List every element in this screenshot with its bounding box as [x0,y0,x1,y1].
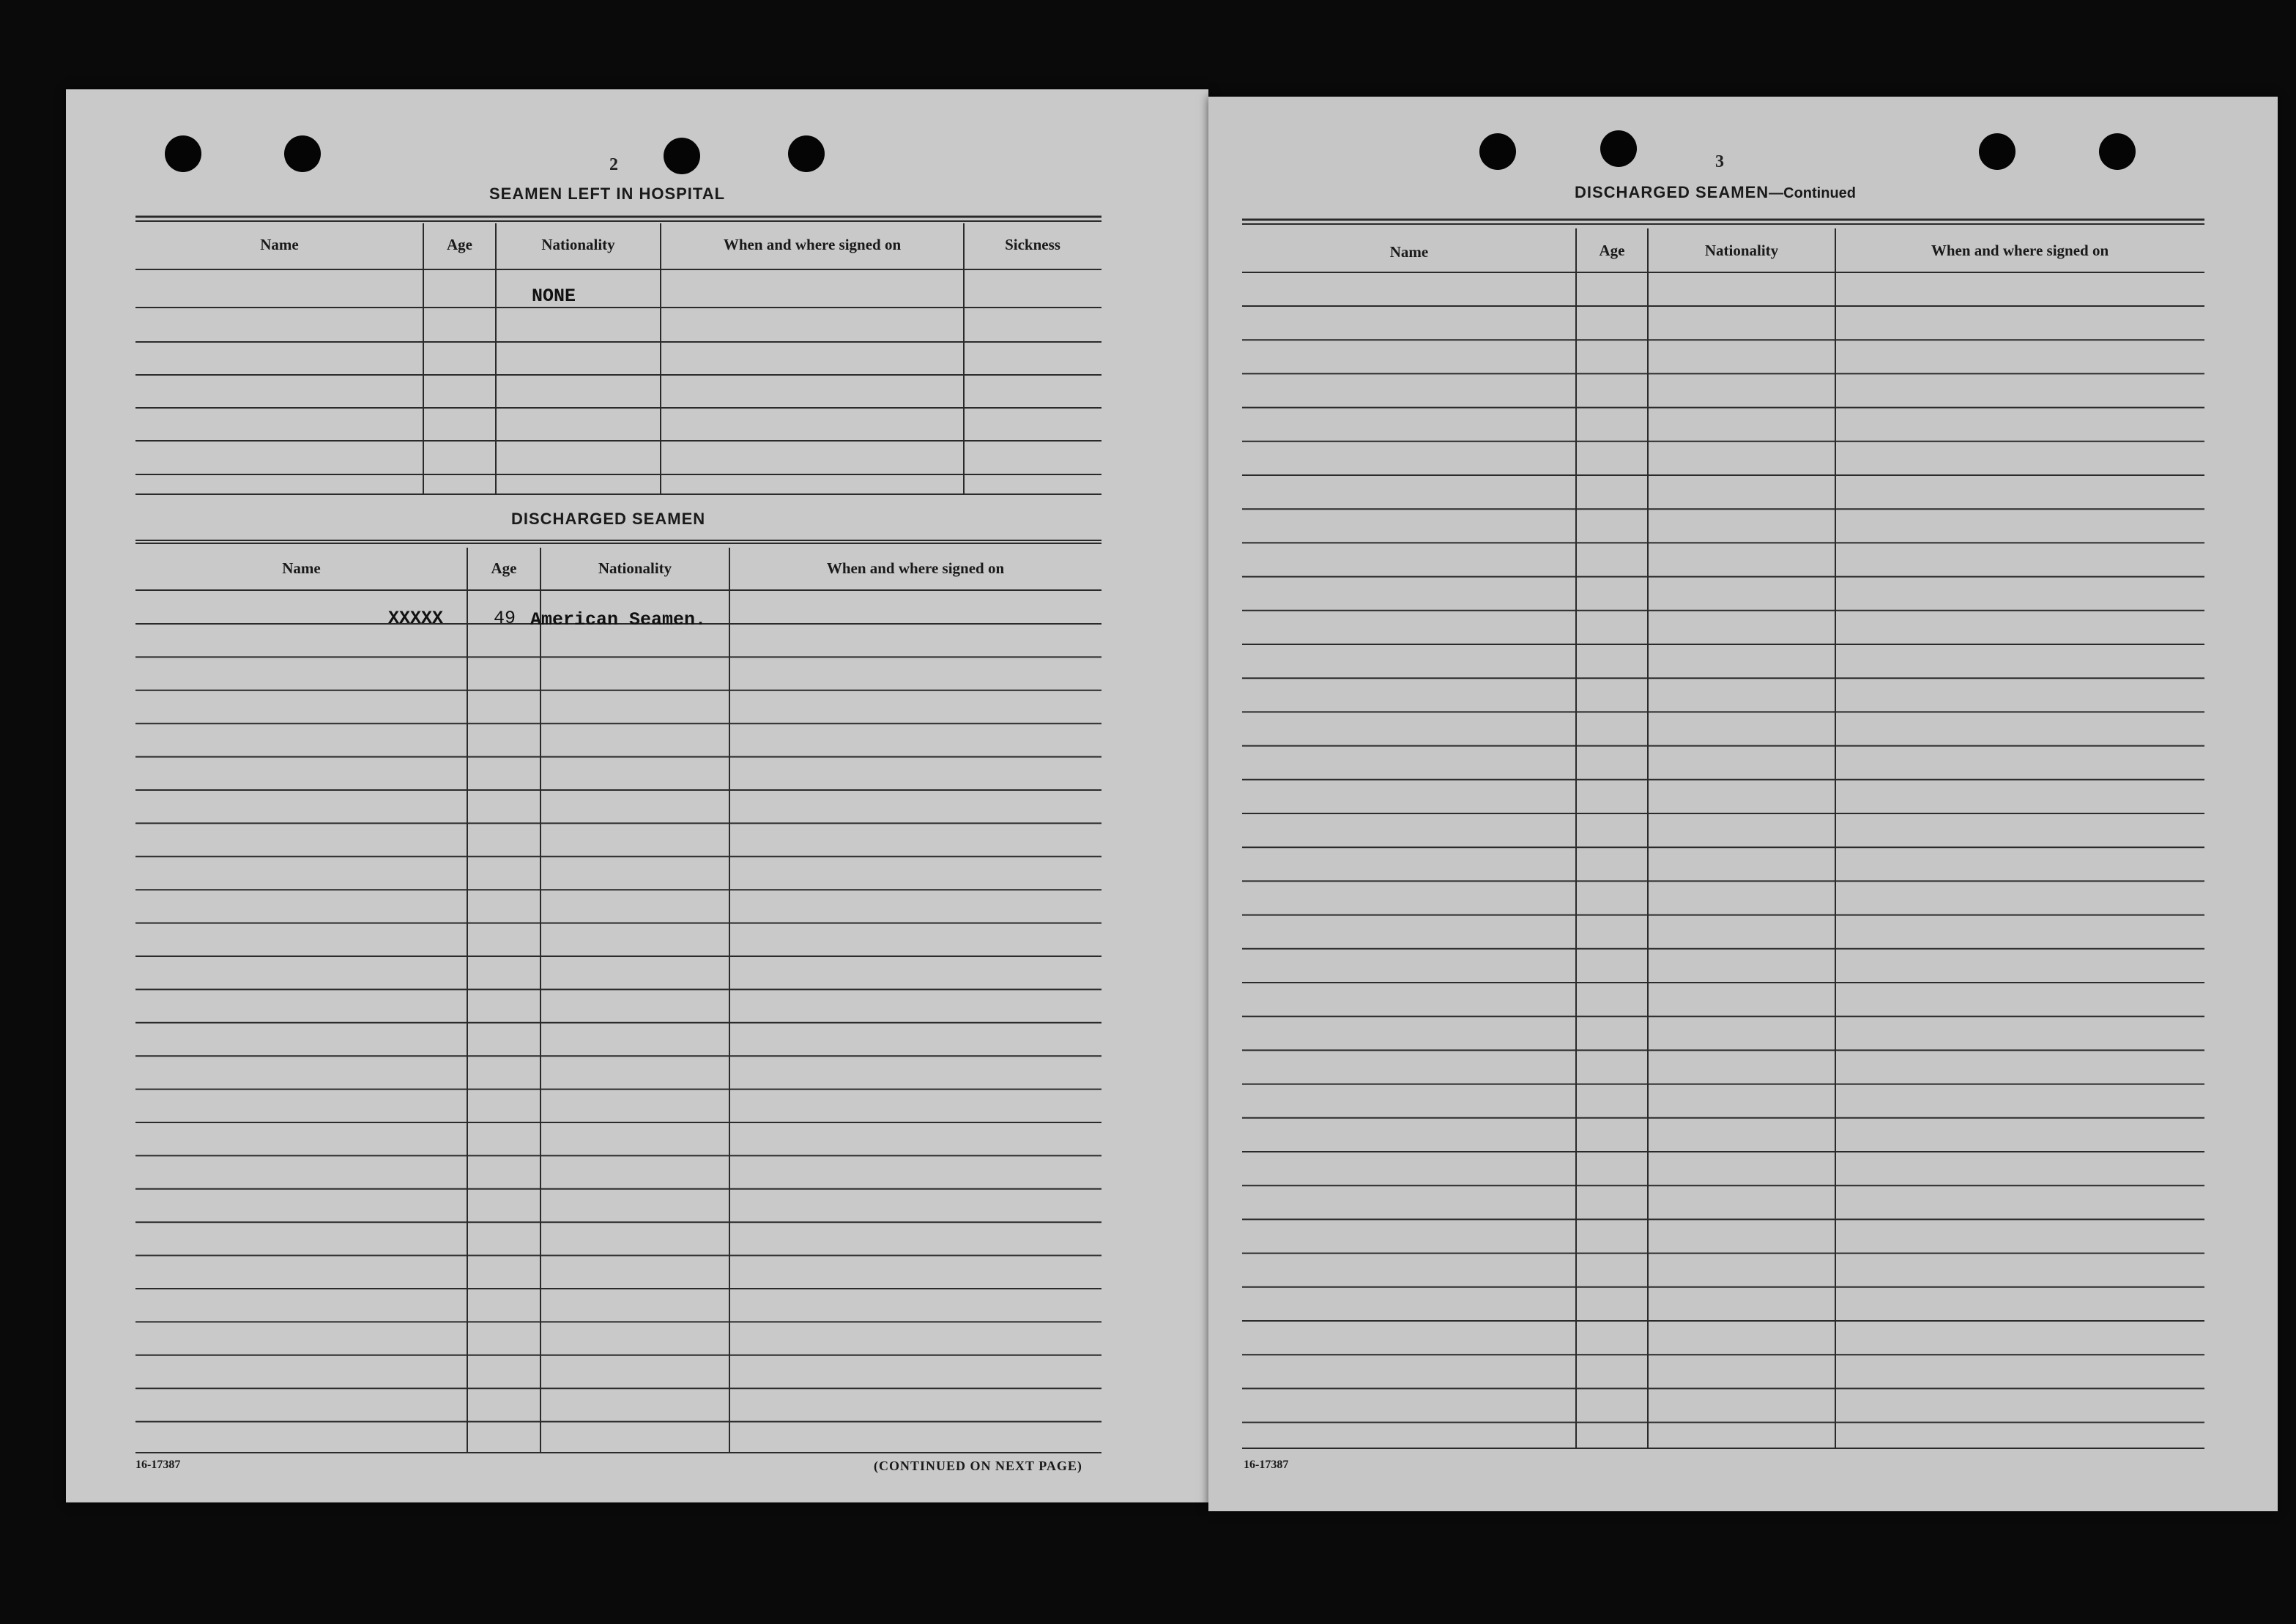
discharged-section-title: DISCHARGED SEAMEN [511,510,706,528]
hospital-col-sickness: Sickness [1005,236,1060,253]
form-number: 16-17387 [135,1459,181,1471]
discharged-entry-name: XXXXX [388,608,444,629]
col-age: Age [1599,242,1625,259]
discharged-col-signed-on: When and where signed on [826,559,1005,577]
hospital-col-name: Name [260,236,299,253]
page-number: 3 [1715,152,1724,171]
col-signed-on: When and where signed on [1931,242,2109,259]
discharged-entry-nationality: American Seamen. [530,609,707,630]
right-table-rules [1208,97,2278,1511]
hospital-section-title: SEAMEN LEFT IN HOSPITAL [489,185,726,203]
form-number: 16-17387 [1244,1459,1289,1471]
discharged-col-nationality: Nationality [598,559,672,577]
right-form-page [1208,97,2278,1511]
continued-note: (CONTINUED ON NEXT PAGE) [874,1459,1082,1473]
hospital-entry-nationality: NONE [532,286,576,307]
col-nationality: Nationality [1704,242,1779,259]
left-form-page [66,89,1208,1502]
hospital-col-signed-on: When and where signed on [723,236,902,253]
title-main: DISCHARGED SEAMEN [1575,183,1769,201]
col-name: Name [1389,243,1429,261]
title-suffix: —Continued [1769,185,1857,201]
hospital-col-nationality: Nationality [541,236,615,253]
page-number: 2 [609,155,618,174]
discharged-col-name: Name [282,559,321,577]
discharged-col-age: Age [491,559,517,577]
discharged-entry-age: 49 [494,608,516,629]
left-table-rules [66,89,1208,1502]
hospital-col-age: Age [447,236,472,253]
